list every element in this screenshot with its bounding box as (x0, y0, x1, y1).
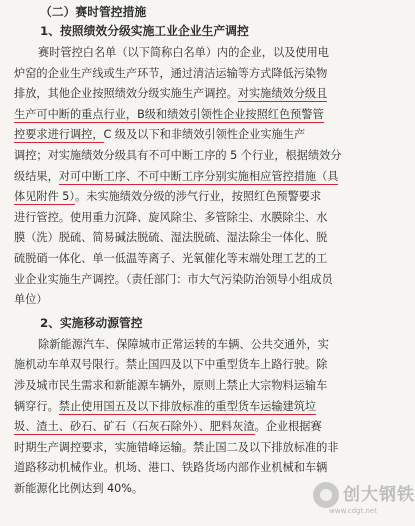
text-run: 。未实施绩效分级的涉气行业，按照红色预警要求 (75, 190, 322, 204)
watermark-text: 创大钢铁 (343, 485, 415, 505)
text-line: 膜（洗）脱硫、简易碱法脱硫、湿法脱硫、湿法除尘一体化、脱 (14, 231, 328, 245)
text-run: 。企业根据赛 (254, 420, 322, 434)
watermark-url: www.cdgt.net (329, 507, 377, 515)
section-heading: （二）赛时管控措施 (40, 5, 147, 19)
underlined-text: （具 (316, 169, 339, 183)
text-line: 硫脱硝一体化、单一低温等离子、光氧催化等末端处理工艺的工 (14, 251, 328, 265)
text-run: 级结果， (14, 169, 59, 183)
underlined-text: 圾、渣土、砂石、矿石（石灰石除外）、肥料灰渣 (14, 420, 255, 434)
text-line (14, 105, 393, 126)
subsection-1-body (14, 43, 393, 311)
text-line: 炉窑的企业生产线或生产环节，通过清洁运输等方式降低污染物 (14, 66, 328, 80)
text-line (14, 125, 393, 146)
text-line (14, 417, 393, 438)
underlined-text: 体见附件 5） (14, 190, 76, 204)
text-line: 业企业实施生产调控。（责任部门：市大气污染防治领导小组成员 (14, 272, 333, 286)
underlined-text: 对实施绩效分级且 (237, 87, 328, 101)
underlined-text: 对可中断工序、不可中断工序分别实施相应管控措施 (58, 169, 317, 183)
text-line (14, 397, 393, 418)
subsection-2-title: 2、实施移动源管控 (40, 315, 143, 330)
underlined-text: 禁止使用国五及以下排放标准的重型货车运输建筑垃 (58, 399, 317, 413)
text-line (14, 84, 393, 105)
text-line (14, 167, 393, 188)
text-line: 涉及城市民生需求和新能源车辆外，原则上禁止大宗物料运输车 (14, 378, 328, 392)
text-line: 除新能源汽车、保障城市正常运转的车辆、公共交通外，实 (38, 337, 329, 351)
text-run: 辆穿行。 (14, 399, 59, 413)
text-line (14, 187, 393, 208)
text-line: 道路移动机械作业。机场、港口、铁路货场内部作业机械和车辆 (14, 461, 328, 475)
text-line: 新能源化比例达到 40%。 (14, 481, 144, 495)
subsection-2-body (14, 335, 393, 500)
text-line: 进行管控。使用重力沉降、旋风除尘、多管除尘、水膜除尘、水 (14, 210, 328, 224)
subsection-1-title: 1、按照绩效分级实施工业企业生产调控 (40, 24, 249, 38)
underlined-text: 控要求进行调控， (14, 128, 104, 142)
text-line: 赛时管控白名单（以下简称白名单）内的企业，以及使用电 (38, 46, 329, 59)
text-line: 施机动车单双号限行。禁止国四及以下中重型货车上路行驶。除 (14, 358, 328, 372)
logo-icon (313, 482, 339, 508)
text-run: 排放，其他企业按照绩效分级实施生产调控。 (14, 87, 238, 101)
text-line: 时期生产调控要求，实施错峰运输。禁止国二及以下排放标准的非 (14, 440, 339, 454)
text-line: 调控；对实施绩效分级具有不可中断工序的 5 个行业，根据绩效分 (14, 148, 342, 162)
watermark-logo (313, 480, 415, 520)
text-line: 单位） (14, 293, 48, 307)
underlined-text: 生产可中断的重点行业，B级和绩效引领性企业按照红色预警管 (14, 107, 324, 121)
text-run: C 级及以下和非绩效引领性企业实施生产 (103, 128, 306, 142)
